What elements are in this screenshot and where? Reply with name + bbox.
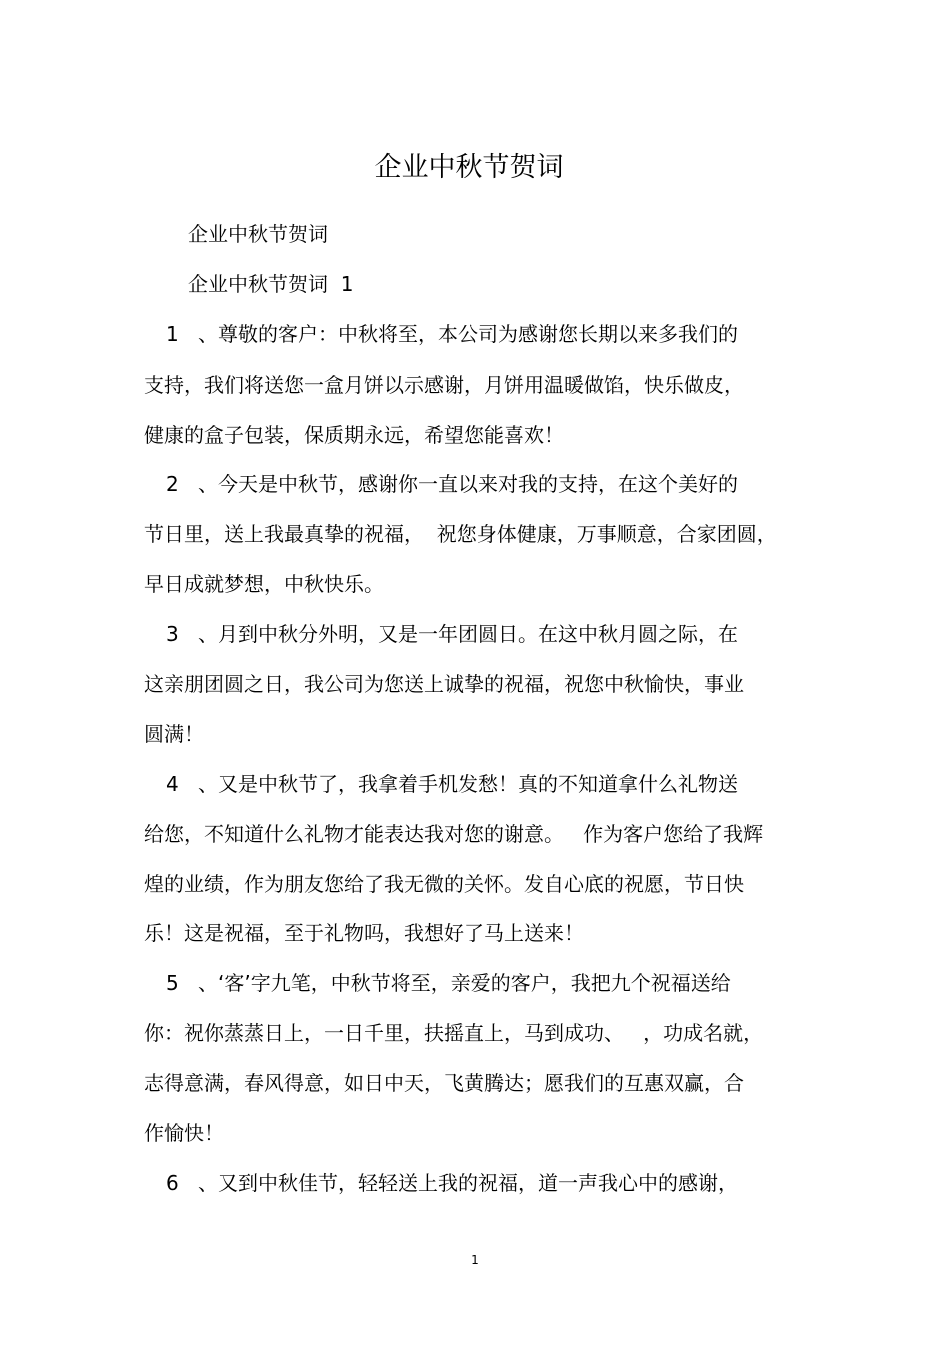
list-item-line: 你：祝你蒸蒸日上，一日千里，扶摇直上，马到成功、 ，功成名就， (144, 1021, 764, 1045)
list-item-line: 给您，不知道什么礼物才能表达我对您的谢意。 作为客户您给了我辉 (144, 822, 764, 846)
document-title: 企业中秋节贺词 (374, 152, 564, 183)
list-item-line: 志得意满，春风得意，如日中天，飞黄腾达；愿我们的互惠双赢，合 (144, 1071, 744, 1095)
list-item-line: 作愉快！ (144, 1121, 224, 1145)
list-item-line: 3 、月到中秋分外明，又是一年团圆日。在这中秋月圆之际，在 (166, 622, 738, 646)
list-item-line: 6 、又到中秋佳节，轻轻送上我的祝福，道一声我心中的感谢， (166, 1171, 738, 1195)
list-item-line: 圆满！ (144, 722, 204, 746)
item-number: 2 (166, 472, 179, 496)
list-item-line: 乐！这是祝福，至于礼物吗，我想好了马上送来！ (144, 921, 584, 945)
document-subtitle: 企业中秋节贺词 (188, 222, 328, 246)
item-number: 4 (166, 772, 179, 796)
list-item-line: 健康的盒子包装，保质期永远，希望您能喜欢！ (144, 423, 564, 447)
list-item-line: 支持，我们将送您一盒月饼以示感谢，月饼用温暖做馅，快乐做皮， (144, 373, 744, 397)
item-number: 1 (166, 322, 179, 346)
item-number: 5 (166, 971, 179, 995)
item-number: 3 (166, 622, 179, 646)
list-item-line: 早日成就梦想，中秋快乐。 (144, 572, 384, 596)
list-item-line: 1 、尊敬的客户：中秋将至，本公司为感谢您长期以来多我们的 (166, 322, 738, 346)
section-heading: 企业中秋节贺词 1 (188, 272, 354, 296)
page-number: 1 (471, 1253, 479, 1267)
list-item-line: 5 、‘客’字九笔，中秋节将至，亲爱的客户，我把九个祝福送给 (166, 971, 731, 995)
item-number: 6 (166, 1171, 179, 1195)
list-item-line: 2 、今天是中秋节，感谢你一直以来对我的支持，在这个美好的 (166, 472, 738, 496)
list-item-line: 节日里，送上我最真挚的祝福， 祝您身体健康，万事顺意，合家团圆， (144, 522, 777, 546)
list-item-line: 4 、又是中秋节了，我拿着手机发愁！真的不知道拿什么礼物送 (166, 772, 738, 796)
list-item-line: 这亲朋团圆之日，我公司为您送上诚挚的祝福，祝您中秋愉快，事业 (144, 672, 744, 696)
list-item-line: 煌的业绩，作为朋友您给了我无微的关怀。发自心底的祝愿，节日快 (144, 872, 744, 896)
